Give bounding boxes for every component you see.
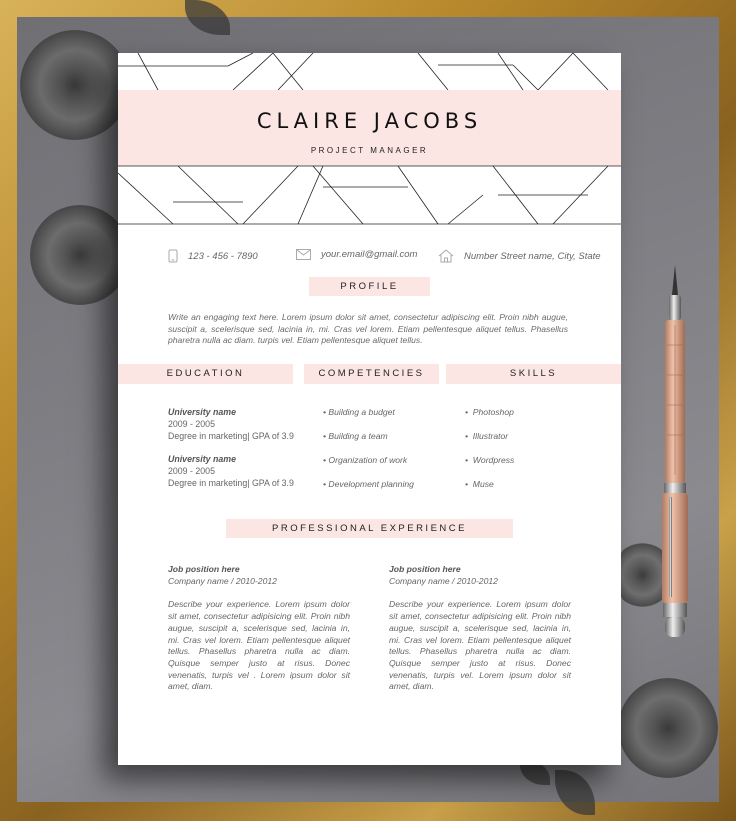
resume-name: CLAIRE JACOBS <box>256 109 483 133</box>
experience-heading: PROFESSIONAL EXPERIENCE <box>226 519 513 538</box>
flower-bottom-right <box>618 678 718 778</box>
education-entry <box>168 407 294 442</box>
contact-phone <box>168 249 258 263</box>
list-item: • Wordpress <box>465 455 515 465</box>
contact-email <box>296 249 417 260</box>
phone-icon <box>168 249 178 263</box>
school-name: University name <box>168 454 236 464</box>
school-name: University name <box>168 407 236 417</box>
job-entry <box>168 564 350 693</box>
job-entry <box>389 564 571 693</box>
resume-page <box>118 53 621 765</box>
list-item: • Photoshop <box>465 407 514 417</box>
fountain-pen-image <box>655 265 695 645</box>
education-heading: EDUCATION <box>118 364 293 384</box>
address-text: Number Street name, City, State <box>464 250 601 262</box>
education-entry <box>168 454 294 489</box>
home-icon <box>438 249 454 263</box>
phone-text: 123 - 456 - 7890 <box>188 250 258 262</box>
job-company: Company name / 2010-2012 <box>168 575 277 586</box>
school-degree: Degree in marketing| GPA of 3.9 <box>168 430 294 441</box>
list-item: • Muse <box>465 479 494 489</box>
list-item: • Building a budget <box>323 407 395 417</box>
competencies-heading: COMPETENCIES <box>304 364 439 384</box>
job-company: Company name / 2010-2012 <box>389 575 498 586</box>
resume-role: PROJECT MANAGER <box>310 146 429 155</box>
envelope-icon <box>296 249 311 260</box>
list-item: • Development planning <box>323 479 414 489</box>
school-years: 2009 - 2005 <box>168 418 215 429</box>
flower-left-middle <box>30 205 130 305</box>
job-description: Describe your experience. Lorem ipsum dolor sit amet, consectetur adipisicing elit. Proin nibh augue, suscipit a, scelerisque sed, lacinia in, mi. Cras vel lorem. Etiam pellentesque aliquet tellus. Phasellus pharetra nulla ac diam. Quisque semper justo at risus. Donec venenatis, turpis vel . Lorem ipsum dolor sit amet, diam. <box>168 599 350 692</box>
list-item: • Organization of work <box>323 455 408 465</box>
job-title: Job position here <box>389 564 461 574</box>
school-years: 2009 - 2005 <box>168 465 215 476</box>
school-degree: Degree in marketing| GPA of 3.9 <box>168 477 294 488</box>
skills-list <box>465 407 514 503</box>
job-description: Describe your experience. Lorem ipsum dolor sit amet, consectetur adipisicing elit. Proin nibh augue, suscipit a, scelerisque sed, lacinia in, mi. Cras vel lorem. Etiam pellentesque aliquet tellus. Phasellus pharetra nulla ac diam. Quisque semper justo at risus. Donec venenatis, turpis vel. Lorem ipsum dolor sit amet, diam. <box>389 599 571 692</box>
top-geometric-pattern <box>118 53 621 90</box>
profile-heading: PROFILE <box>309 277 430 296</box>
job-title: Job position here <box>168 564 240 574</box>
list-item: • Illustrator <box>465 431 509 441</box>
flower-top-left <box>20 30 130 140</box>
email-text: your.email@gmail.com <box>321 249 418 260</box>
profile-text: Write an engaging text here. Lorem ipsum dolor sit amet, consectetur adipiscing elit. Proin nibh augue, suscipit a, scelerisque sed, lacinia in, mi. Cras vel lorem. Etiam pellentesque aliquet tellus. Phasellus pharetra nulla ac diam. turpis vel. Etiam pellentesque aliquet tellus. <box>168 312 568 346</box>
contact-address <box>438 249 601 263</box>
skills-heading: SKILLS <box>446 364 621 384</box>
bottom-geometric-pattern <box>118 165 621 225</box>
competencies-list <box>323 407 414 503</box>
list-item: • Building a team <box>323 431 388 441</box>
